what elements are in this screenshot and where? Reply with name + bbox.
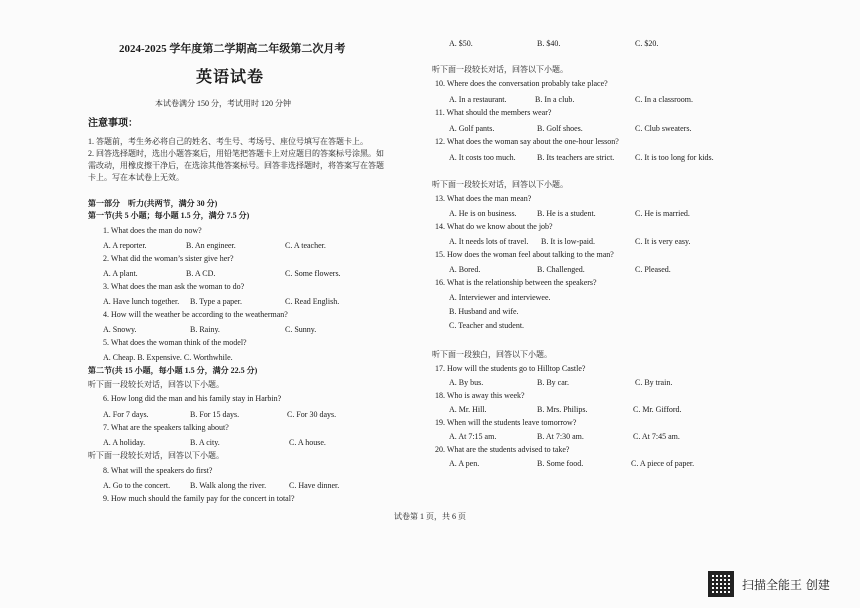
q6-option-b: B. For 15 days. — [190, 410, 240, 419]
q17-option-c: C. By train. — [635, 378, 673, 387]
question-8: 8. What will the speakers do first? — [103, 466, 213, 475]
q20-option-a: A. A pen. — [449, 459, 480, 468]
q9-option-c: C. $20. — [635, 39, 659, 48]
q13-option-b: B. He is a student. — [537, 209, 596, 218]
q10-option-a: A. In a restaurant. — [449, 95, 507, 104]
q12-option-c: C. It is too long for kids. — [635, 153, 714, 162]
question-20: 20. What are the students advised to take? — [435, 445, 570, 454]
note-2-line-1: 2. 回答选择题时，选出小题答案后，用铅笔把答题卡上对应题目的答案标号涂黑。如 — [88, 149, 384, 158]
q20-option-c: C. A piece of paper. — [631, 459, 695, 468]
q12-option-b: B. Its teachers are strict. — [537, 153, 615, 162]
question-15: 15. How does the woman feel about talking to the man? — [435, 250, 614, 259]
question-9: 9. How much should the family pay for the concert in total? — [103, 494, 295, 503]
q1-option-b: B. An engineer. — [186, 241, 236, 250]
page-footer: 试卷第 1 页，共 6 页 — [394, 512, 466, 521]
question-12: 12. What does the woman say about the one-hour lesson? — [435, 137, 619, 146]
qr-code-icon — [708, 571, 734, 597]
exam-title: 2024-2025 学年度第二学期高二年级第二次月考 — [119, 43, 346, 55]
question-14: 14. What do we know about the job? — [435, 222, 553, 231]
q12-option-a: A. It costs too much. — [449, 153, 516, 162]
q17-option-b: B. By car. — [537, 378, 569, 387]
q15-option-b: B. Challenged. — [537, 265, 585, 274]
question-2: 2. What did the woman’s sister give her? — [103, 254, 234, 263]
q14-option-a: A. It needs lots of travel. — [449, 237, 529, 246]
note-2-line-2: 需改动，用橡皮擦干净后，在选涂其他答案标号。回答非选择题时，将答案写在答题 — [88, 161, 384, 170]
q3-option-b: B. Type a paper. — [190, 297, 242, 306]
q7-option-a: A. A holiday. — [103, 438, 146, 447]
q19-option-b: B. At 7:30 am. — [537, 432, 584, 441]
q4-option-b: B. Rainy. — [190, 325, 220, 334]
q6-option-a: A. For 7 days. — [103, 410, 149, 419]
q16-option-c: C. Teacher and student. — [449, 321, 525, 330]
q19-option-c: C. At 7:45 am. — [633, 432, 680, 441]
question-1: 1. What does the man do now? — [103, 226, 202, 235]
q7-option-b: B. A city. — [190, 438, 220, 447]
question-19: 19. When will the students leave tomorrow? — [435, 418, 577, 427]
q16-option-a: A. Interviewer and interviewee. — [449, 293, 551, 302]
note-1: 1. 答题前，考生务必将自己的姓名、考生号、考场号、座位号填写在答题卡上。 — [88, 137, 368, 146]
q6-option-c: C. For 30 days. — [287, 410, 337, 419]
q1-option-c: C. A teacher. — [285, 241, 326, 250]
notes-heading: 注意事项： — [88, 118, 138, 129]
q18-option-a: A. Mr. Hill. — [449, 405, 487, 414]
note-2-line-3: 卡上。写在本试卷上无效。 — [88, 173, 184, 182]
question-7: 7. What are the speakers talking about? — [103, 423, 229, 432]
directions-4: 听下面一段较长对话，回答以下小题。 — [432, 180, 568, 189]
q3-option-c: C. Read English. — [285, 297, 340, 306]
q14-option-c: C. It is very easy. — [635, 237, 691, 246]
q7-option-c: C. A house. — [289, 438, 326, 447]
q14-option-b: B. It is low-paid. — [541, 237, 595, 246]
q11-option-b: B. Golf shoes. — [537, 124, 583, 133]
question-17: 17. How will the students go to Hilltop Castle? — [435, 364, 586, 373]
question-5: 5. What does the woman think of the model? — [103, 338, 247, 347]
question-16: 16. What is the relationship between the speakers? — [435, 278, 597, 287]
directions-5: 听下面一段独白，回答以下小题。 — [432, 350, 552, 359]
q15-option-a: A. Bored. — [449, 265, 481, 274]
q13-option-a: A. He is on business. — [449, 209, 517, 218]
q1-option-a: A. A reporter. — [103, 241, 147, 250]
q4-option-c: C. Sunny. — [285, 325, 317, 334]
question-4: 4. How will the weather be according to the weatherman? — [103, 310, 288, 319]
question-10: 10. Where does the conversation probably take place? — [435, 79, 608, 88]
q9-option-a: A. $50. — [449, 39, 473, 48]
question-3: 3. What does the man ask the woman to do? — [103, 282, 245, 291]
directions-1: 听下面一段较长对话，回答以下小题。 — [88, 380, 224, 389]
q5-options: A. Cheap. B. Expensive. C. Worthwhile. — [103, 353, 233, 362]
subject-title: 英语试卷 — [196, 69, 265, 86]
q20-option-b: B. Some food. — [537, 459, 584, 468]
q18-option-c: C. Mr. Gifford. — [633, 405, 682, 414]
scanner-watermark: 扫描全能王 创建 — [742, 578, 830, 592]
section1-heading: 第一节(共 5 小题；每小题 1.5 分，满分 7.5 分) — [88, 211, 250, 220]
q19-option-a: A. At 7:15 am. — [449, 432, 497, 441]
q3-option-a: A. Have lunch together. — [103, 297, 180, 306]
question-13: 13. What does the man mean? — [435, 194, 532, 203]
q4-option-a: A. Snowy. — [103, 325, 137, 334]
q18-option-b: B. Mrs. Philips. — [537, 405, 588, 414]
q11-option-a: A. Golf pants. — [449, 124, 495, 133]
q8-option-c: C. Have dinner. — [289, 481, 340, 490]
q10-option-c: C. In a classroom. — [635, 95, 693, 104]
q11-option-c: C. Club sweaters. — [635, 124, 692, 133]
exam-meta: 本试卷满分 150 分，考试用时 120 分钟 — [155, 99, 291, 108]
section2-heading: 第二节(共 15 小题，每小题 1.5 分，满分 22.5 分) — [88, 366, 258, 375]
q15-option-c: C. Pleased. — [635, 265, 671, 274]
directions-2: 听下面一段较长对话，回答以下小题。 — [88, 451, 224, 460]
part1-heading: 第一部分 听力(共两节，满分 30 分) — [88, 199, 218, 208]
q13-option-c: C. He is married. — [635, 209, 690, 218]
q8-option-a: A. Go to the concert. — [103, 481, 171, 490]
q16-option-b: B. Husband and wife. — [449, 307, 519, 316]
q9-option-b: B. $40. — [537, 39, 561, 48]
directions-3: 听下面一段较长对话，回答以下小题。 — [432, 65, 568, 74]
q2-option-b: B. A CD. — [186, 269, 216, 278]
question-18: 18. Who is away this week? — [435, 391, 525, 400]
q2-option-a: A. A plant. — [103, 269, 138, 278]
q2-option-c: C. Some flowers. — [285, 269, 341, 278]
question-11: 11. What should the members wear? — [435, 108, 552, 117]
question-6: 6. How long did the man and his family stay in Harbin? — [103, 394, 282, 403]
q17-option-a: A. By bus. — [449, 378, 484, 387]
q10-option-b: B. In a club. — [535, 95, 575, 104]
q8-option-b: B. Walk along the river. — [190, 481, 267, 490]
